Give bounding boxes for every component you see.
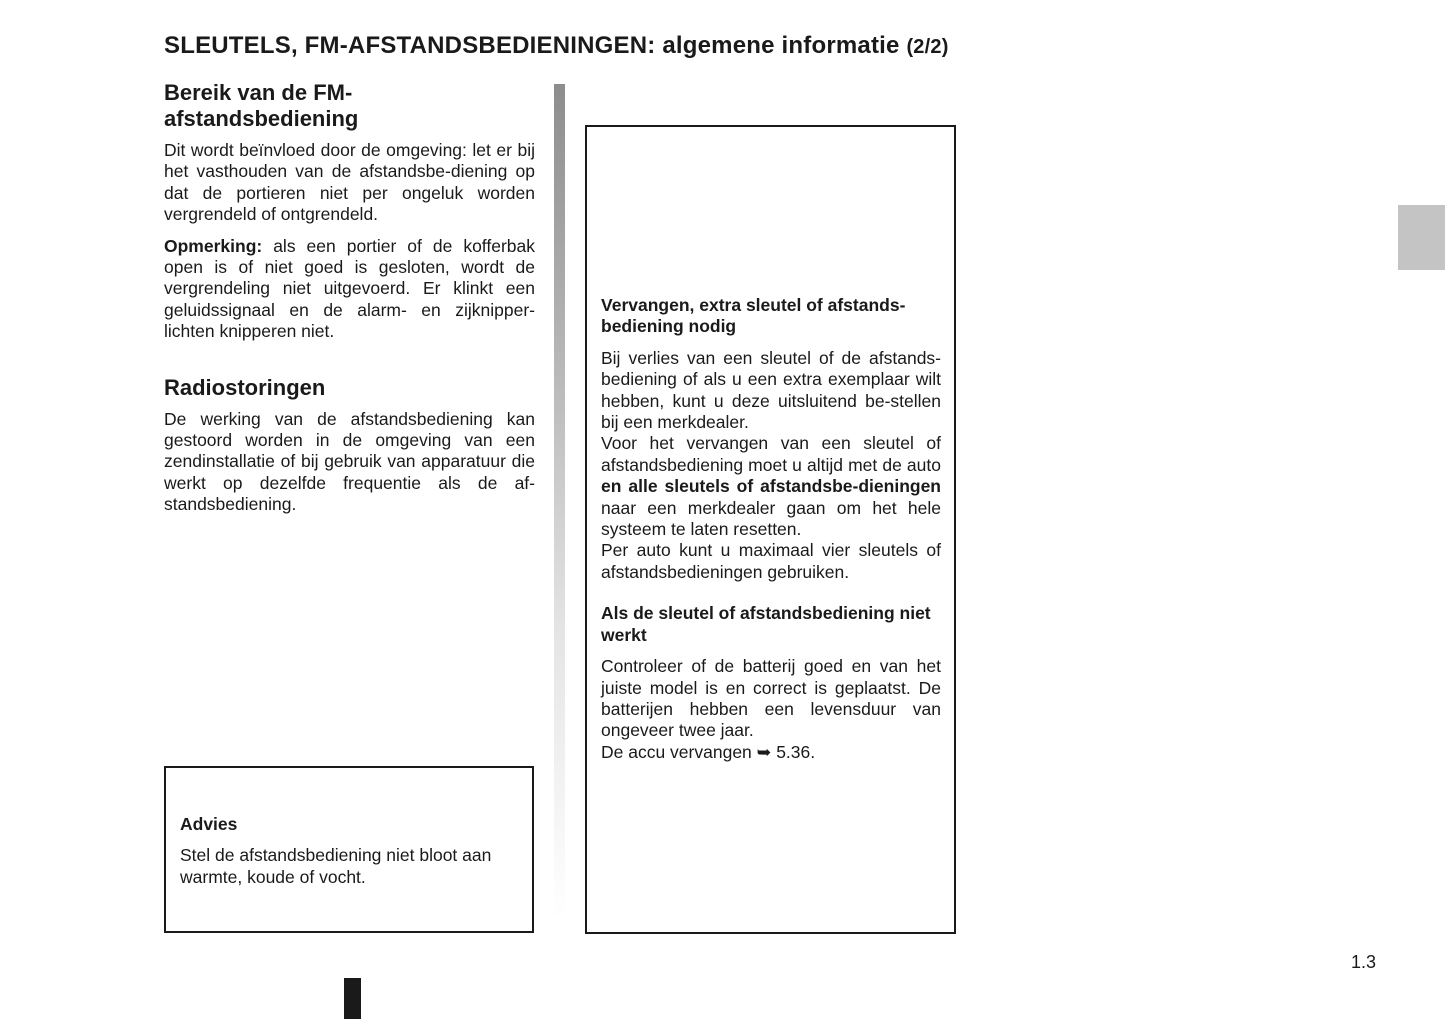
loss-paragraph: Bij verlies van een sleutel of de afstands-bediening of als u een extra exemplaar wilt hebben, kunt u deze uitsluitend be-stellen bij een merkdealer. bbox=[601, 347, 941, 433]
battery-replace-reference bbox=[601, 742, 941, 763]
heading-line-1: Bereik van de FM- bbox=[164, 80, 353, 105]
page-part-indicator: (2/2) bbox=[906, 36, 949, 58]
note-label: Opmerking: bbox=[164, 235, 263, 256]
page-title bbox=[164, 32, 949, 60]
battery-replace-text: De accu vervangen bbox=[601, 741, 757, 762]
page-title-text: SLEUTELS, FM-AFSTANDSBEDIENINGEN: algemene informatie bbox=[164, 32, 900, 59]
replacement-heading: Vervangen, extra sleutel of afstands-bediening nodig bbox=[601, 295, 906, 337]
fm-range-paragraph: Dit wordt beïnvloed door de omgeving: let er bij het vasthouden van de afstandsbe-diening op dat de portieren niet per ongeluk worden vergrendeld of ontgrendeld. bbox=[164, 140, 535, 225]
page-number: 1.3 bbox=[1351, 952, 1377, 972]
reset-text-pre: Voor het vervangen van een sleutel of afstandsbediening moet u altijd met de auto bbox=[601, 433, 941, 475]
arrow-reference-icon: ➥ bbox=[756, 741, 772, 762]
section-heading-fm-range bbox=[164, 80, 535, 132]
reset-text-bold: en alle sleutels of afstandsbe-dieningen bbox=[601, 476, 941, 497]
advies-text: Stel de afstandsbediening niet bloot aan warmte, koude of vocht. bbox=[180, 845, 492, 887]
heading-line-2: afstandsbediening bbox=[164, 106, 359, 131]
max-keys-paragraph: Per auto kunt u maximaal vier sleutels of afstandsbedieningen gebruiken. bbox=[601, 540, 941, 582]
replacement-info-box bbox=[585, 125, 956, 934]
page-reference-link[interactable]: 5.36. bbox=[771, 741, 816, 762]
reset-paragraph bbox=[601, 433, 941, 540]
reset-text-post: naar een merkdealer gaan om het hele systeem te laten resetten. bbox=[601, 497, 941, 540]
left-column bbox=[164, 80, 535, 526]
battery-paragraph: Controleer of de batterij goed en van het juiste model is en correct is geplaatst. De batterijen hebben een levensduur van ongeveer twee jaar. bbox=[601, 656, 941, 741]
section-heading-radio-interference: Radiostoringen bbox=[164, 374, 326, 400]
advies-box bbox=[164, 766, 534, 933]
note-text: als een portier of de kofferbak open is of niet goed is gesloten, wordt de vergrendeling niet uitgevoerd. Er klinkt een geluidssignaal en de alarm- en zijknipper-lichten knipperen niet. bbox=[164, 235, 535, 342]
not-working-heading: Als de sleutel of afstandsbediening niet werkt bbox=[601, 603, 931, 645]
radio-interference-paragraph: De werking van de afstandsbediening kan gestoord worden in de omgeving van een zendinstallatie of bij gebruik van apparatuur die werkt op dezelfde frequentie als de af-standsbediening. bbox=[164, 408, 535, 515]
chapter-tab-marker bbox=[1398, 205, 1445, 270]
bottom-edge-marker bbox=[344, 978, 361, 1019]
column-divider-gradient bbox=[554, 84, 565, 920]
note-paragraph bbox=[164, 236, 535, 343]
advies-heading: Advies bbox=[180, 814, 238, 834]
